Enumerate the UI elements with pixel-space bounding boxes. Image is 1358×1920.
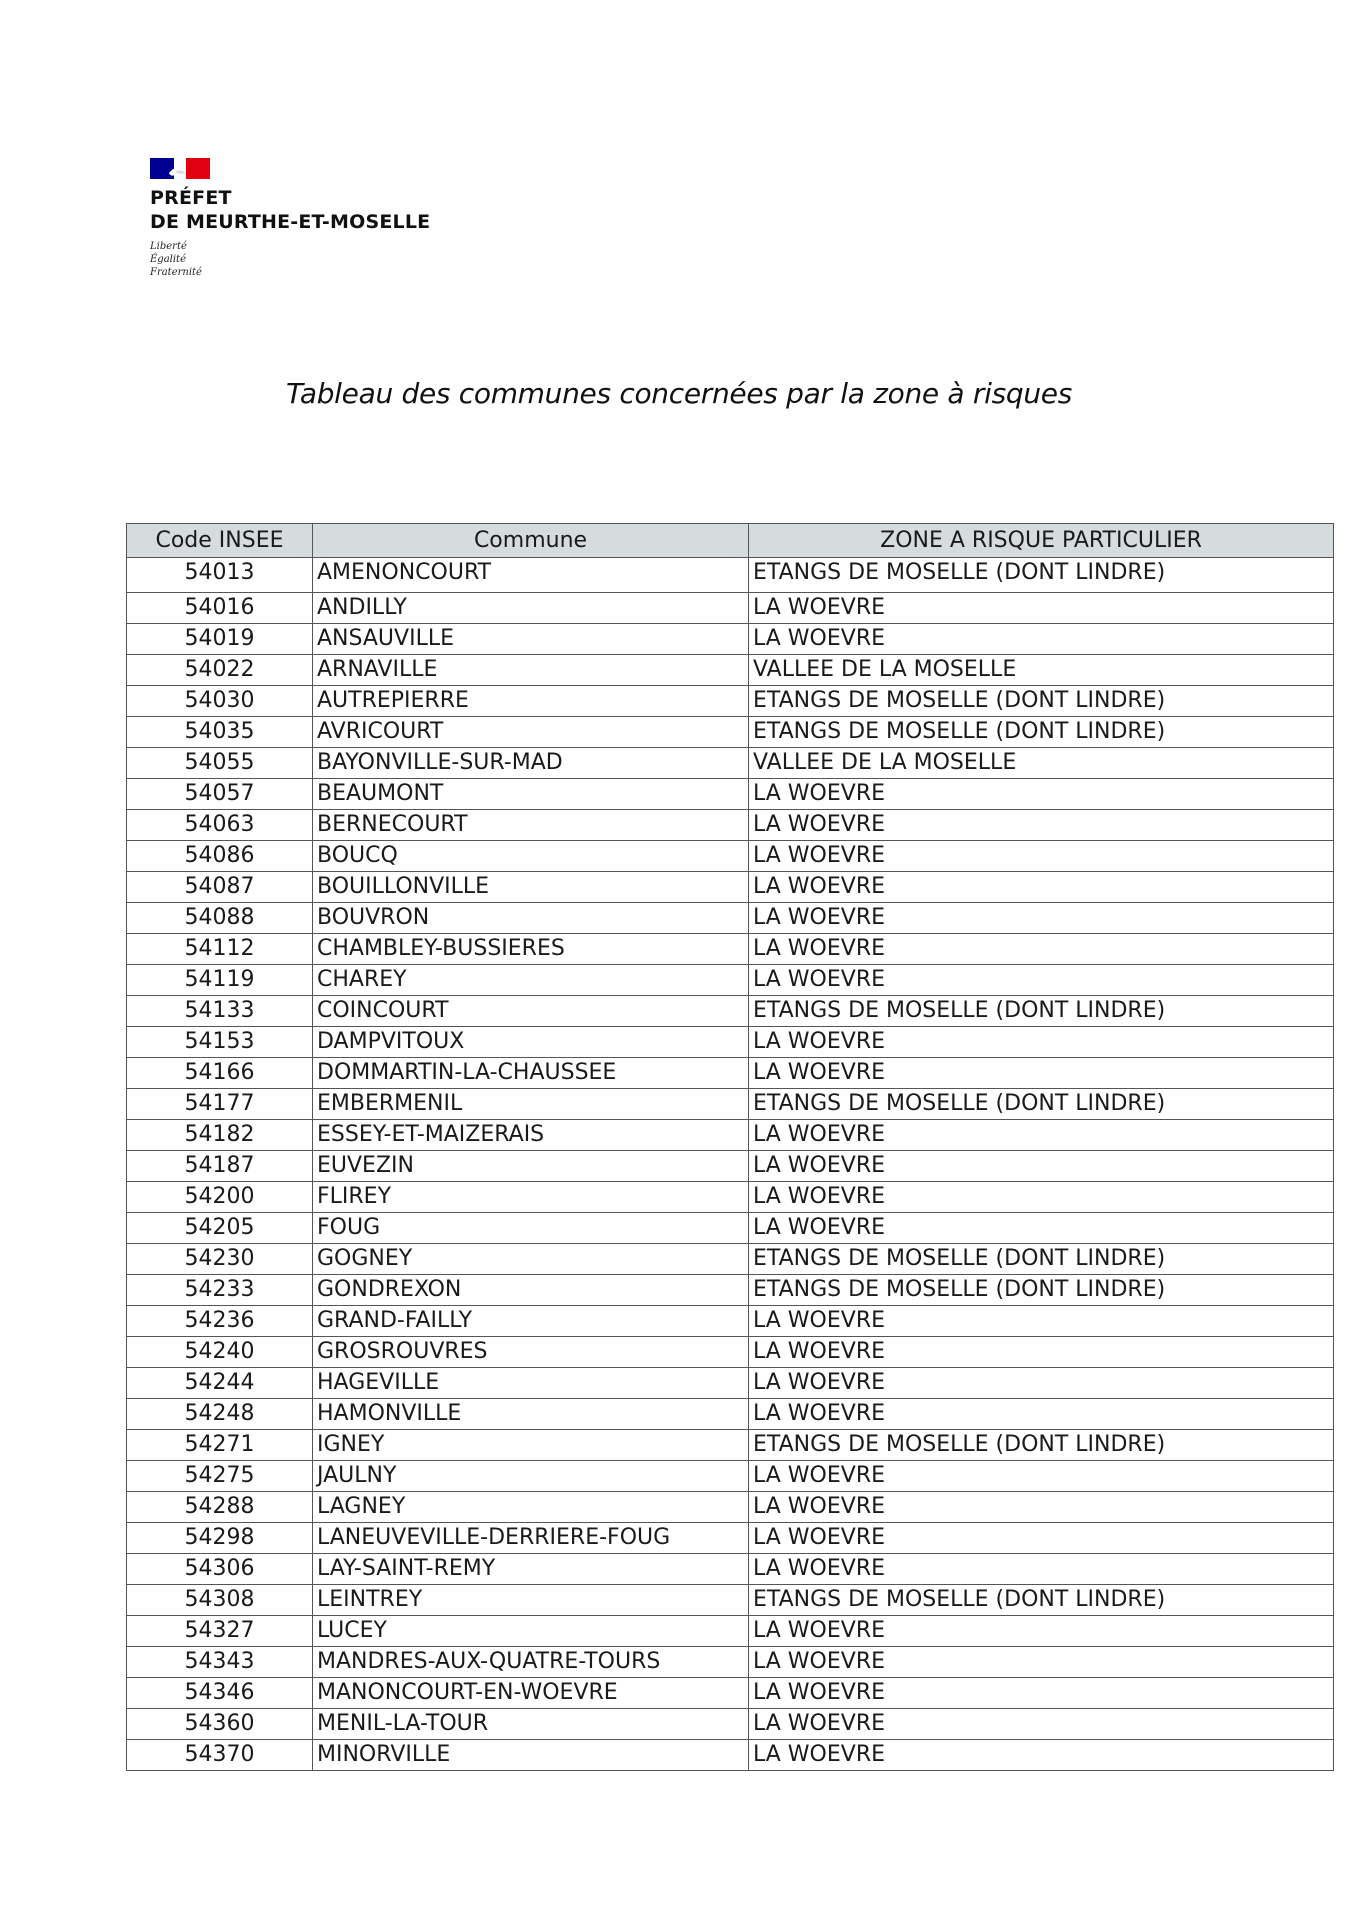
zone-cell: LA WOEVRE (749, 934, 1334, 965)
zone-cell: ETANGS DE MOSELLE (DONT LINDRE) (749, 1430, 1334, 1461)
commune-cell: DAMPVITOUX (313, 1027, 749, 1058)
commune-cell: MENIL-LA-TOUR (313, 1709, 749, 1740)
code-insee-cell: 54013 (127, 558, 313, 593)
prefecture-logo (150, 158, 470, 279)
zone-cell: LA WOEVRE (749, 1523, 1334, 1554)
zone-cell: ETANGS DE MOSELLE (DONT LINDRE) (749, 1089, 1334, 1120)
commune-cell: MANONCOURT-EN-WOEVRE (313, 1678, 749, 1709)
commune-cell: HAGEVILLE (313, 1368, 749, 1399)
prefet-title (150, 186, 470, 234)
commune-cell: LAY-SAINT-REMY (313, 1554, 749, 1585)
code-insee-cell: 54182 (127, 1120, 313, 1151)
zone-cell: LA WOEVRE (749, 1058, 1334, 1089)
commune-cell: DOMMARTIN-LA-CHAUSSEE (313, 1058, 749, 1089)
code-insee-cell: 54133 (127, 996, 313, 1027)
commune-cell: LANEUVEVILLE-DERRIERE-FOUG (313, 1523, 749, 1554)
zone-cell: ETANGS DE MOSELLE (DONT LINDRE) (749, 717, 1334, 748)
commune-cell: EUVEZIN (313, 1151, 749, 1182)
communes-table (126, 523, 1334, 1771)
commune-cell: BOUILLONVILLE (313, 872, 749, 903)
table-row (127, 686, 1334, 717)
zone-cell: ETANGS DE MOSELLE (DONT LINDRE) (749, 686, 1334, 717)
code-insee-cell: 54112 (127, 934, 313, 965)
code-insee-cell: 54240 (127, 1337, 313, 1368)
code-insee-cell: 54327 (127, 1616, 313, 1647)
code-insee-cell: 54200 (127, 1182, 313, 1213)
commune-cell: ESSEY-ET-MAIZERAIS (313, 1120, 749, 1151)
commune-cell: AVRICOURT (313, 717, 749, 748)
table-row (127, 841, 1334, 872)
zone-cell: LA WOEVRE (749, 872, 1334, 903)
commune-cell: BERNECOURT (313, 810, 749, 841)
code-insee-cell: 54343 (127, 1647, 313, 1678)
commune-cell: BEAUMONT (313, 779, 749, 810)
table-row (127, 996, 1334, 1027)
table-row (127, 558, 1334, 593)
code-insee-cell: 54177 (127, 1089, 313, 1120)
zone-cell: LA WOEVRE (749, 1647, 1334, 1678)
code-insee-cell: 54308 (127, 1585, 313, 1616)
code-insee-cell: 54370 (127, 1740, 313, 1771)
code-insee-cell: 54275 (127, 1461, 313, 1492)
code-insee-cell: 54087 (127, 872, 313, 903)
code-insee-cell: 54248 (127, 1399, 313, 1430)
code-insee-cell: 54298 (127, 1523, 313, 1554)
commune-cell: BOUVRON (313, 903, 749, 934)
code-insee-cell: 54306 (127, 1554, 313, 1585)
code-insee-cell: 54360 (127, 1709, 313, 1740)
commune-cell: ANSAUVILLE (313, 624, 749, 655)
commune-cell: ARNAVILLE (313, 655, 749, 686)
zone-cell: LA WOEVRE (749, 903, 1334, 934)
code-insee-cell: 54244 (127, 1368, 313, 1399)
code-insee-cell: 54187 (127, 1151, 313, 1182)
table-body (127, 558, 1334, 1771)
commune-cell: BOUCQ (313, 841, 749, 872)
commune-cell: AMENONCOURT (313, 558, 749, 593)
table-row (127, 748, 1334, 779)
code-insee-cell: 54088 (127, 903, 313, 934)
code-insee-cell: 54063 (127, 810, 313, 841)
code-insee-cell: 54035 (127, 717, 313, 748)
code-insee-cell: 54271 (127, 1430, 313, 1461)
commune-cell: LEINTREY (313, 1585, 749, 1616)
zone-cell: LA WOEVRE (749, 1616, 1334, 1647)
motto-egalite: Égalité (150, 254, 186, 265)
table-row (127, 655, 1334, 686)
code-insee-cell: 54205 (127, 1213, 313, 1244)
table-row (127, 1213, 1334, 1244)
zone-cell: ETANGS DE MOSELLE (DONT LINDRE) (749, 1585, 1334, 1616)
zone-cell: LA WOEVRE (749, 779, 1334, 810)
code-insee-cell: 54233 (127, 1275, 313, 1306)
table-row (127, 1647, 1334, 1678)
column-header-code-insee: Code INSEE (127, 524, 313, 558)
code-insee-cell: 54030 (127, 686, 313, 717)
document-title: Tableau des communes concernées par la zone à risques (285, 377, 1073, 410)
code-insee-cell: 54086 (127, 841, 313, 872)
table-row (127, 1058, 1334, 1089)
zone-cell: ETANGS DE MOSELLE (DONT LINDRE) (749, 558, 1334, 593)
commune-cell: HAMONVILLE (313, 1399, 749, 1430)
commune-cell: GONDREXON (313, 1275, 749, 1306)
code-insee-cell: 54166 (127, 1058, 313, 1089)
table-row (127, 1709, 1334, 1740)
prefet-line-1: PRÉFET (150, 187, 232, 209)
commune-cell: JAULNY (313, 1461, 749, 1492)
commune-cell: MINORVILLE (313, 1740, 749, 1771)
commune-cell: EMBERMENIL (313, 1089, 749, 1120)
code-insee-cell: 54022 (127, 655, 313, 686)
code-insee-cell: 54016 (127, 593, 313, 624)
table-row (127, 1585, 1334, 1616)
commune-cell: COINCOURT (313, 996, 749, 1027)
zone-cell: LA WOEVRE (749, 810, 1334, 841)
zone-cell: LA WOEVRE (749, 1678, 1334, 1709)
table-row (127, 1337, 1334, 1368)
zone-cell: VALLEE DE LA MOSELLE (749, 748, 1334, 779)
table-row (127, 1492, 1334, 1523)
table-row (127, 717, 1334, 748)
table-row (127, 1368, 1334, 1399)
code-insee-cell: 54230 (127, 1244, 313, 1275)
column-header-zone: ZONE A RISQUE PARTICULIER (749, 524, 1334, 558)
zone-cell: LA WOEVRE (749, 1151, 1334, 1182)
table-row (127, 1740, 1334, 1771)
motto-liberte: Liberté (150, 241, 187, 252)
table-row (127, 1461, 1334, 1492)
table-row (127, 1182, 1334, 1213)
zone-cell: LA WOEVRE (749, 841, 1334, 872)
prefet-line-2: DE MEURTHE-ET-MOSELLE (150, 211, 431, 233)
zone-cell: LA WOEVRE (749, 1461, 1334, 1492)
zone-cell: LA WOEVRE (749, 1120, 1334, 1151)
zone-cell: LA WOEVRE (749, 1399, 1334, 1430)
table-row (127, 1678, 1334, 1709)
table-row (127, 903, 1334, 934)
table-row (127, 1399, 1334, 1430)
table-row (127, 965, 1334, 996)
code-insee-cell: 54346 (127, 1678, 313, 1709)
commune-cell: LAGNEY (313, 1492, 749, 1523)
commune-cell: CHAMBLEY-BUSSIERES (313, 934, 749, 965)
zone-cell: ETANGS DE MOSELLE (DONT LINDRE) (749, 1275, 1334, 1306)
zone-cell: LA WOEVRE (749, 593, 1334, 624)
table-header-row (127, 524, 1334, 558)
motto-fraternite: Fraternité (150, 267, 202, 278)
zone-cell: ETANGS DE MOSELLE (DONT LINDRE) (749, 1244, 1334, 1275)
zone-cell: LA WOEVRE (749, 1740, 1334, 1771)
zone-cell: LA WOEVRE (749, 1306, 1334, 1337)
zone-cell: VALLEE DE LA MOSELLE (749, 655, 1334, 686)
code-insee-cell: 54055 (127, 748, 313, 779)
table-row (127, 779, 1334, 810)
table-row (127, 1523, 1334, 1554)
table-row (127, 1151, 1334, 1182)
code-insee-cell: 54288 (127, 1492, 313, 1523)
commune-cell: IGNEY (313, 1430, 749, 1461)
commune-cell: BAYONVILLE-SUR-MAD (313, 748, 749, 779)
commune-cell: CHAREY (313, 965, 749, 996)
table-row (127, 1275, 1334, 1306)
table-row (127, 624, 1334, 655)
zone-cell: LA WOEVRE (749, 624, 1334, 655)
zone-cell: LA WOEVRE (749, 1182, 1334, 1213)
marianne-flag-icon (150, 158, 210, 179)
table-row (127, 1120, 1334, 1151)
table-row (127, 1616, 1334, 1647)
zone-cell: LA WOEVRE (749, 1213, 1334, 1244)
code-insee-cell: 54236 (127, 1306, 313, 1337)
commune-cell: MANDRES-AUX-QUATRE-TOURS (313, 1647, 749, 1678)
commune-cell: FOUG (313, 1213, 749, 1244)
table-row (127, 1306, 1334, 1337)
zone-cell: LA WOEVRE (749, 1337, 1334, 1368)
zone-cell: LA WOEVRE (749, 1709, 1334, 1740)
table-row (127, 1554, 1334, 1585)
commune-cell: GROSROUVRES (313, 1337, 749, 1368)
zone-cell: LA WOEVRE (749, 1027, 1334, 1058)
code-insee-cell: 54057 (127, 779, 313, 810)
table-row (127, 1089, 1334, 1120)
zone-cell: LA WOEVRE (749, 965, 1334, 996)
zone-cell: ETANGS DE MOSELLE (DONT LINDRE) (749, 996, 1334, 1027)
table-row (127, 934, 1334, 965)
table-row (127, 810, 1334, 841)
commune-cell: FLIREY (313, 1182, 749, 1213)
code-insee-cell: 54119 (127, 965, 313, 996)
commune-cell: AUTREPIERRE (313, 686, 749, 717)
code-insee-cell: 54153 (127, 1027, 313, 1058)
zone-cell: LA WOEVRE (749, 1554, 1334, 1585)
commune-cell: LUCEY (313, 1616, 749, 1647)
republic-motto (150, 240, 470, 279)
table-row (127, 872, 1334, 903)
zone-cell: LA WOEVRE (749, 1368, 1334, 1399)
commune-cell: GRAND-FAILLY (313, 1306, 749, 1337)
table-row (127, 1027, 1334, 1058)
column-header-commune: Commune (313, 524, 749, 558)
commune-cell: GOGNEY (313, 1244, 749, 1275)
code-insee-cell: 54019 (127, 624, 313, 655)
commune-cell: ANDILLY (313, 593, 749, 624)
table-row (127, 1244, 1334, 1275)
table-row (127, 1430, 1334, 1461)
table-row (127, 593, 1334, 624)
zone-cell: LA WOEVRE (749, 1492, 1334, 1523)
